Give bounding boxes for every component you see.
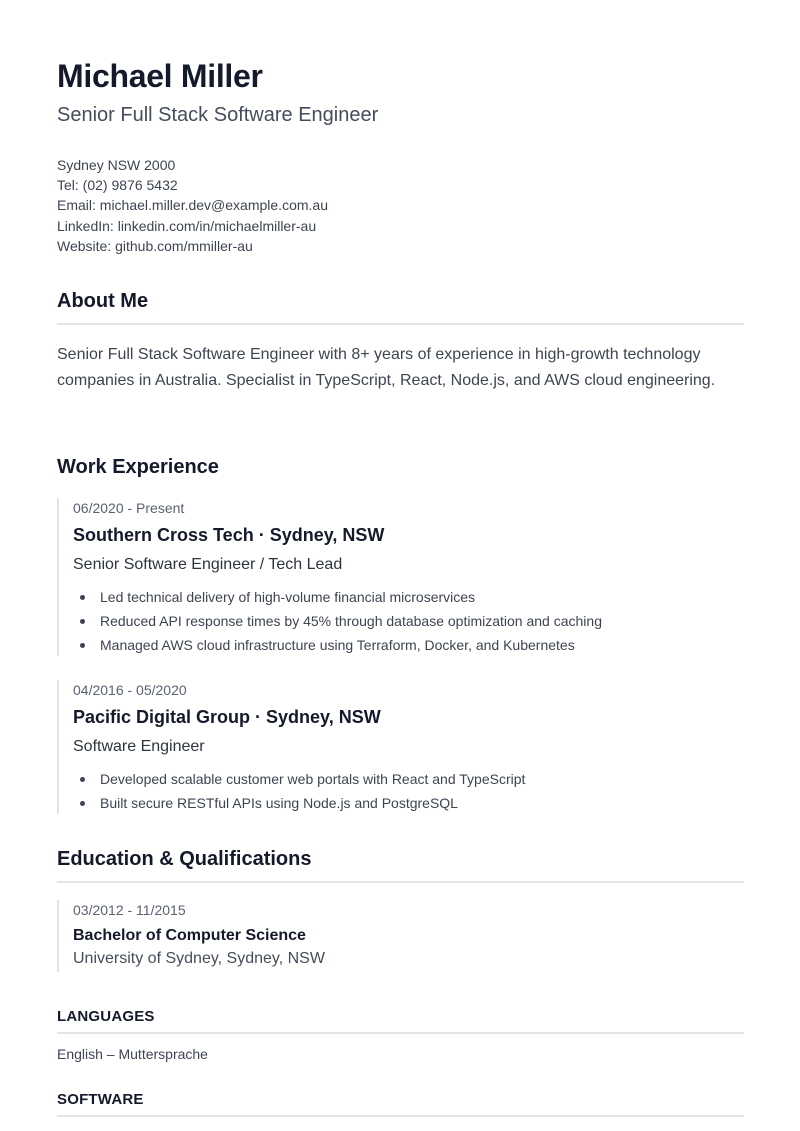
- list-item: [73, 791, 744, 815]
- list-item: [73, 767, 744, 791]
- education-school: University of Sydney, Sydney, NSW: [73, 950, 325, 967]
- work-entry-company: Pacific Digital Group · Sydney, NSW: [73, 707, 381, 727]
- list-item-text: Built secure RESTful APIs using Node.js and PostgreSQL: [100, 795, 458, 812]
- contact-linkedin: LinkedIn: linkedin.com/in/michaelmiller-au: [57, 217, 317, 234]
- work-entry-company: Southern Cross Tech · Sydney, NSW: [73, 525, 385, 545]
- languages-divider: [57, 1032, 744, 1034]
- contact-email: Email: michael.miller.dev@example.com.au: [57, 197, 328, 214]
- list-item-text: Led technical delivery of high-volume financial microservices: [100, 589, 476, 605]
- education-heading: Education & Qualifications: [57, 848, 312, 870]
- bullet-icon: [80, 777, 85, 782]
- bullet-icon: [80, 595, 85, 600]
- bullet-icon: [80, 619, 85, 624]
- languages-heading: LANGUAGES: [57, 1008, 155, 1025]
- contact-phone: Tel: (02) 9876 5432: [57, 177, 178, 194]
- candidate-title: Senior Full Stack Software Engineer: [57, 104, 379, 126]
- list-item-text: Developed scalable customer web portals with React and TypeScript: [100, 771, 526, 787]
- education-degree: Bachelor of Computer Science: [73, 927, 306, 944]
- work-entry-date: 06/2020 - Present: [73, 500, 185, 516]
- contact-block: [57, 155, 328, 256]
- list-item: [73, 609, 744, 633]
- contact-address: Sydney NSW 2000: [57, 157, 176, 173]
- work-entry-role: Software Engineer: [73, 738, 205, 755]
- bullet-icon: [80, 801, 85, 806]
- software-heading: SOFTWARE: [57, 1091, 144, 1108]
- work-entry-1: [57, 498, 744, 656]
- software-divider: [57, 1115, 744, 1117]
- languages-text: English – Muttersprache: [57, 1046, 208, 1062]
- list-item: [73, 633, 744, 657]
- work-entry-bullets: [73, 767, 744, 815]
- education-entry: [57, 900, 744, 972]
- work-entry-2: [57, 680, 744, 814]
- education-divider: [57, 881, 744, 883]
- list-item-text: Managed AWS cloud infrastructure using Terraform, Docker, and Kubernetes: [100, 637, 575, 654]
- list-item-text: Reduced API response times by 45% through database optimization and caching: [100, 613, 602, 630]
- about-heading: About Me: [57, 290, 149, 312]
- education-date: 03/2012 - 11/2015: [73, 902, 186, 918]
- candidate-name: Michael Miller: [57, 58, 263, 94]
- about-divider: [57, 323, 744, 325]
- list-item: [73, 585, 744, 609]
- work-entry-role: Senior Software Engineer / Tech Lead: [73, 556, 343, 573]
- contact-website: Website: github.com/mmiller-au: [57, 237, 253, 254]
- work-entry-bullets: [73, 585, 744, 658]
- about-text: Senior Full Stack Software Engineer with 8+ years of experience in high-growth technology companies in Australia. Specialist in TypeScript, React, Node.js, and AWS cloud engineering.: [57, 346, 716, 390]
- work-heading: Work Experience: [57, 456, 219, 478]
- work-entry-date: 04/2016 - 05/2020: [73, 682, 187, 698]
- bullet-icon: [80, 643, 85, 648]
